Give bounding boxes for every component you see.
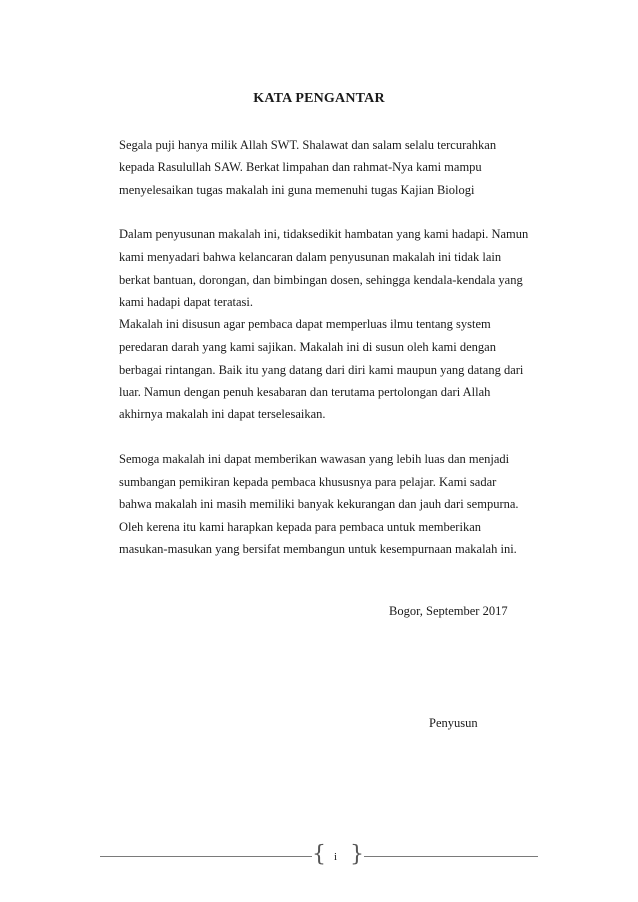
paragraph-3-line-1: Semoga makalah ini dapat memberikan wawasan yang lebih luas dan menjadi xyxy=(119,452,510,466)
paragraph-1-line-2: kepada Rasulullah SAW. Berkat limpahan dan rahmat-Nya kami mampu xyxy=(119,160,482,174)
signature-label: Penyusun xyxy=(429,716,478,730)
footer-left-brace: { xyxy=(312,842,326,867)
paragraph-2-line-6: peredaran darah yang kami sajikan. Makalah ini di susun oleh kami dengan xyxy=(119,340,496,354)
paragraph-2-line-8: luar. Namun dengan penuh kesabaran dan terutama pertolongan dari Allah xyxy=(119,385,491,399)
paragraph-3-line-4: Oleh kerena itu kami harapkan kepada para pembaca untuk memberikan xyxy=(119,520,481,534)
paragraph-2-line-7: berbagai rintangan. Baik itu yang datang dari diri kami maupun yang datang dari xyxy=(119,363,524,377)
paragraph-3-line-5: masukan-masukan yang bersifat membangun untuk kesempurnaan makalah ini. xyxy=(119,542,517,556)
paragraph-2-line-4: kami hadapi dapat teratasi. xyxy=(119,295,253,309)
paragraph-2-line-2: kami menyadari bahwa kelancaran dalam penyusunan makalah ini tidak lain xyxy=(119,250,502,264)
footer-right-brace: } xyxy=(350,842,364,867)
paragraph-2-line-1: Dalam penyusunan makalah ini, tidaksedikit hambatan yang kami hadapi. Namun xyxy=(119,227,529,241)
page-number: i xyxy=(334,851,338,863)
footer-rule-right xyxy=(364,856,538,857)
document-title: KATA PENGANTAR xyxy=(253,91,385,106)
place-date: Bogor, September 2017 xyxy=(389,604,508,618)
paragraph-1-line-3: menyelesaikan tugas makalah ini guna memenuhi tugas Kajian Biologi xyxy=(119,183,475,197)
paragraph-3-line-3: bahwa makalah ini masih memiliki banyak kekurangan dan jauh dari sempurna. xyxy=(119,497,519,511)
paragraph-2-line-9: akhirnya makalah ini dapat terselesaikan. xyxy=(119,407,326,421)
paragraph-2-line-3: berkat bantuan, dorongan, dan bimbingan dosen, sehingga kendala-kendala yang xyxy=(119,273,523,287)
paragraph-1-line-1: Segala puji hanya milik Allah SWT. Shalawat dan salam selalu tercurahkan xyxy=(119,138,497,152)
paragraph-2-line-5: Makalah ini disusun agar pembaca dapat memperluas ilmu tentang system xyxy=(119,317,491,331)
paragraph-3-line-2: sumbangan pemikiran kepada pembaca khususnya para pelajar. Kami sadar xyxy=(119,475,497,489)
footer-rule-left xyxy=(100,856,312,857)
